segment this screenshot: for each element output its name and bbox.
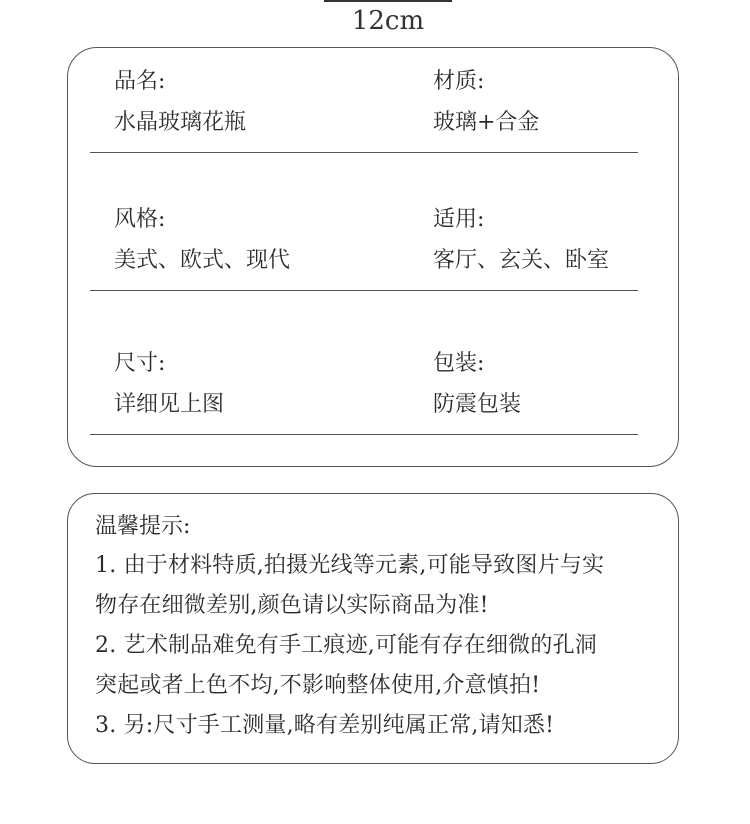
spec-row bbox=[90, 350, 638, 435]
spec-card bbox=[67, 47, 679, 467]
spec-item-usage bbox=[433, 206, 609, 275]
spec-item-style bbox=[114, 206, 290, 275]
dimension-line bbox=[324, 0, 452, 2]
spec-value: 水晶玻璃花瓶 bbox=[114, 110, 247, 135]
tips-line: 2. 艺术制品难免有手工痕迹,可能有存在细微的孔洞 bbox=[95, 633, 597, 658]
spec-key: 包装: bbox=[433, 351, 485, 376]
spec-row bbox=[90, 68, 638, 153]
spec-key: 尺寸: bbox=[114, 351, 166, 376]
spec-item-name bbox=[114, 68, 246, 137]
spec-item-size bbox=[114, 350, 224, 419]
spec-key: 风格: bbox=[114, 207, 166, 232]
tips-card bbox=[67, 493, 679, 764]
spec-item-packaging bbox=[433, 350, 521, 419]
tips-line: 1. 由于材料特质,拍摄光线等元素,可能导致图片与实 bbox=[95, 553, 605, 578]
tips-line: 物存在细微差别,颜色请以实际商品为准! bbox=[95, 593, 489, 618]
spec-key: 品名: bbox=[114, 69, 166, 94]
spec-value: 客厅、玄关、卧室 bbox=[433, 248, 610, 273]
spec-value: 详细见上图 bbox=[114, 392, 225, 417]
spec-key: 适用: bbox=[433, 207, 485, 232]
spec-value: 防震包装 bbox=[433, 392, 522, 417]
spec-value: 玻璃+合金 bbox=[433, 110, 540, 135]
tips-line: 3. 另:尺寸手工测量,略有差别纯属正常,请知悉! bbox=[95, 713, 555, 738]
tips-line: 突起或者上色不均,不影响整体使用,介意慎拍! bbox=[95, 673, 541, 698]
spec-value: 美式、欧式、现代 bbox=[114, 248, 291, 273]
dimension-label: 12cm bbox=[351, 6, 425, 36]
spec-key: 材质: bbox=[433, 69, 485, 94]
spec-item-material bbox=[433, 68, 539, 137]
tips-title: 温馨提示: bbox=[95, 514, 191, 539]
spec-row bbox=[90, 206, 638, 291]
